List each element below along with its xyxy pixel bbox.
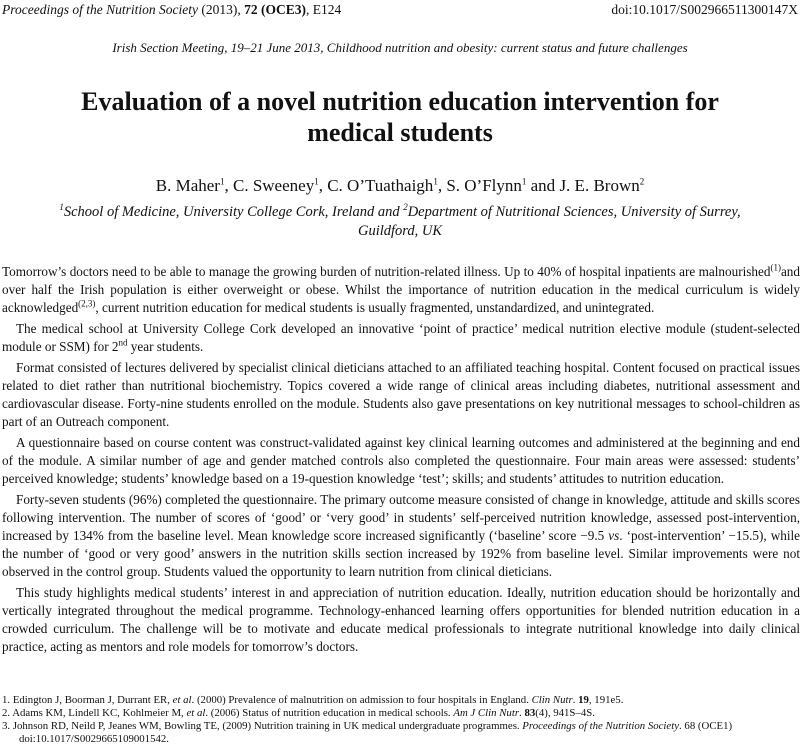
author: B. Maher$^1$, xyxy=(155,176,233,195)
author: J. E. Brown$^2$ xyxy=(559,176,645,195)
paper-title xyxy=(0,86,800,148)
reference-item: 3. Johnson RD, Neild P, Jeanes WM, Bowling TE, (2009) Nutrition training in UK medical undergraduate programmes. Proceedings of the Nutrition Society. 68 (OCE1) doi:10.1017/S0029665109001542. xyxy=(2,720,733,745)
author: C. O’Tuathaigh$^1$, xyxy=(327,176,447,195)
doi: doi:10.1017/S002966511300147X xyxy=(611,2,798,17)
paragraph: Format consisted of lectures delivered by specialist clinical dieticians attached to an affiliated teaching hospital. Content focused on practical issues related to diet rather than nutritional biochemistry. Topics covered a wide range of clinical areas including diabetes, nutritional assessment and cardiovascular disease. Forty-nine students enrolled on the module. Students also gave presentations on key nutritional messages to school-children as part of an Outreach component. xyxy=(2,360,800,429)
journal-citation: Proceedings of the Nutrition Society (2013), 72 (OCE3), E124 xyxy=(2,2,342,17)
paragraph: The medical school at University College Cork developed an innovative ‘point of practice’ medical nutrition elective module (student-selected module or SSM) for 2nd year students. xyxy=(2,321,800,354)
meeting-line: Irish Section Meeting, 19–21 June 2013, Childhood nutrition and obesity: current status and future challenges xyxy=(112,40,688,55)
author: C. Sweeney$^1$, xyxy=(232,176,328,195)
paragraph: Tomorrow’s doctors need to be able to manage the growing burden of nutrition-related illness. Up to 40% of hospital inpatients are malnourished$^{(1)}$and over half the Irish population is either overweight or obese. Whilst the importance of nutrition education in the medical curriculum is widely acknowledged$^{(2,3)}$, current nutrition education for medical students is usually fragmented, unstandardized, and unintegrated. xyxy=(2,262,800,315)
title-line: Evaluation of a novel nutrition education intervention for xyxy=(81,87,719,116)
abstract-body xyxy=(2,263,800,659)
paragraph: Forty-seven students (96%) completed the questionnaire. The primary outcome measure consisted of change in knowledge, attitude and skills scores following intervention. The number of scores of ‘good’ or ‘very good’ in students’ self-perceived nutrition knowledge, assessed post-intervention, increased by 134% from the baseline level. Mean knowledge score increased significantly (‘baseline’ score −9.5 vs. ‘post-intervention’ −15.5), while the number of ‘good or very good’ answers in the nutrition skills section increased by 192% from baseline level. Similar improvements were not observed in the control group. Students valued the opportunity to learn nutrition from clinical dieticians. xyxy=(2,492,800,579)
affiliations: $^1$School of Medicine, University College Cork, Ireland and $^2$Department of Nutritional Sciences, University of Surrey, Guildford, UK xyxy=(59,202,741,239)
title-line: medical students xyxy=(307,118,493,147)
reference-item: 1. Edington J, Boorman J, Durrant ER, et al. (2000) Prevalence of malnutrition on admission to four hospitals in England. Clin Nutr. 19, 191e5. xyxy=(2,694,624,706)
paragraph: A questionnaire based on course content was construct-validated against key clinical learning outcomes and administered at the beginning and end of the module. A similar number of age and gender matched controls also completed the questionnaire. Four main areas were assessed: students’ perceived knowledge; students’ knowledge based on a 19-question knowledge ‘test’; skills; and students’ attitudes to nutrition education. xyxy=(2,435,800,486)
author-list xyxy=(0,176,800,196)
paragraph: This study highlights medical students’ interest in and appreciation of nutrition education. Ideally, nutrition education should be horizontally and vertically integrated throughout the medical programme. Technology-enhanced learning offers opportunities for blended nutrition education in a crowded curriculum. The challenge will be to motivate and educate medical professionals to integrate nutritional knowledge into daily clinical practice, acting as mentors and role models for tomorrow’s doctors. xyxy=(2,585,800,654)
reference-list xyxy=(2,694,798,746)
running-header xyxy=(0,0,800,22)
author: S. O’Flynn$^1$ and xyxy=(446,176,560,195)
reference-item: 2. Adams KM, Lindell KC, Kohlmeier M, et al. (2006) Status of nutrition education in medical schools. Am J Clin Nutr. 83(4), 941S–4S. xyxy=(2,707,595,719)
